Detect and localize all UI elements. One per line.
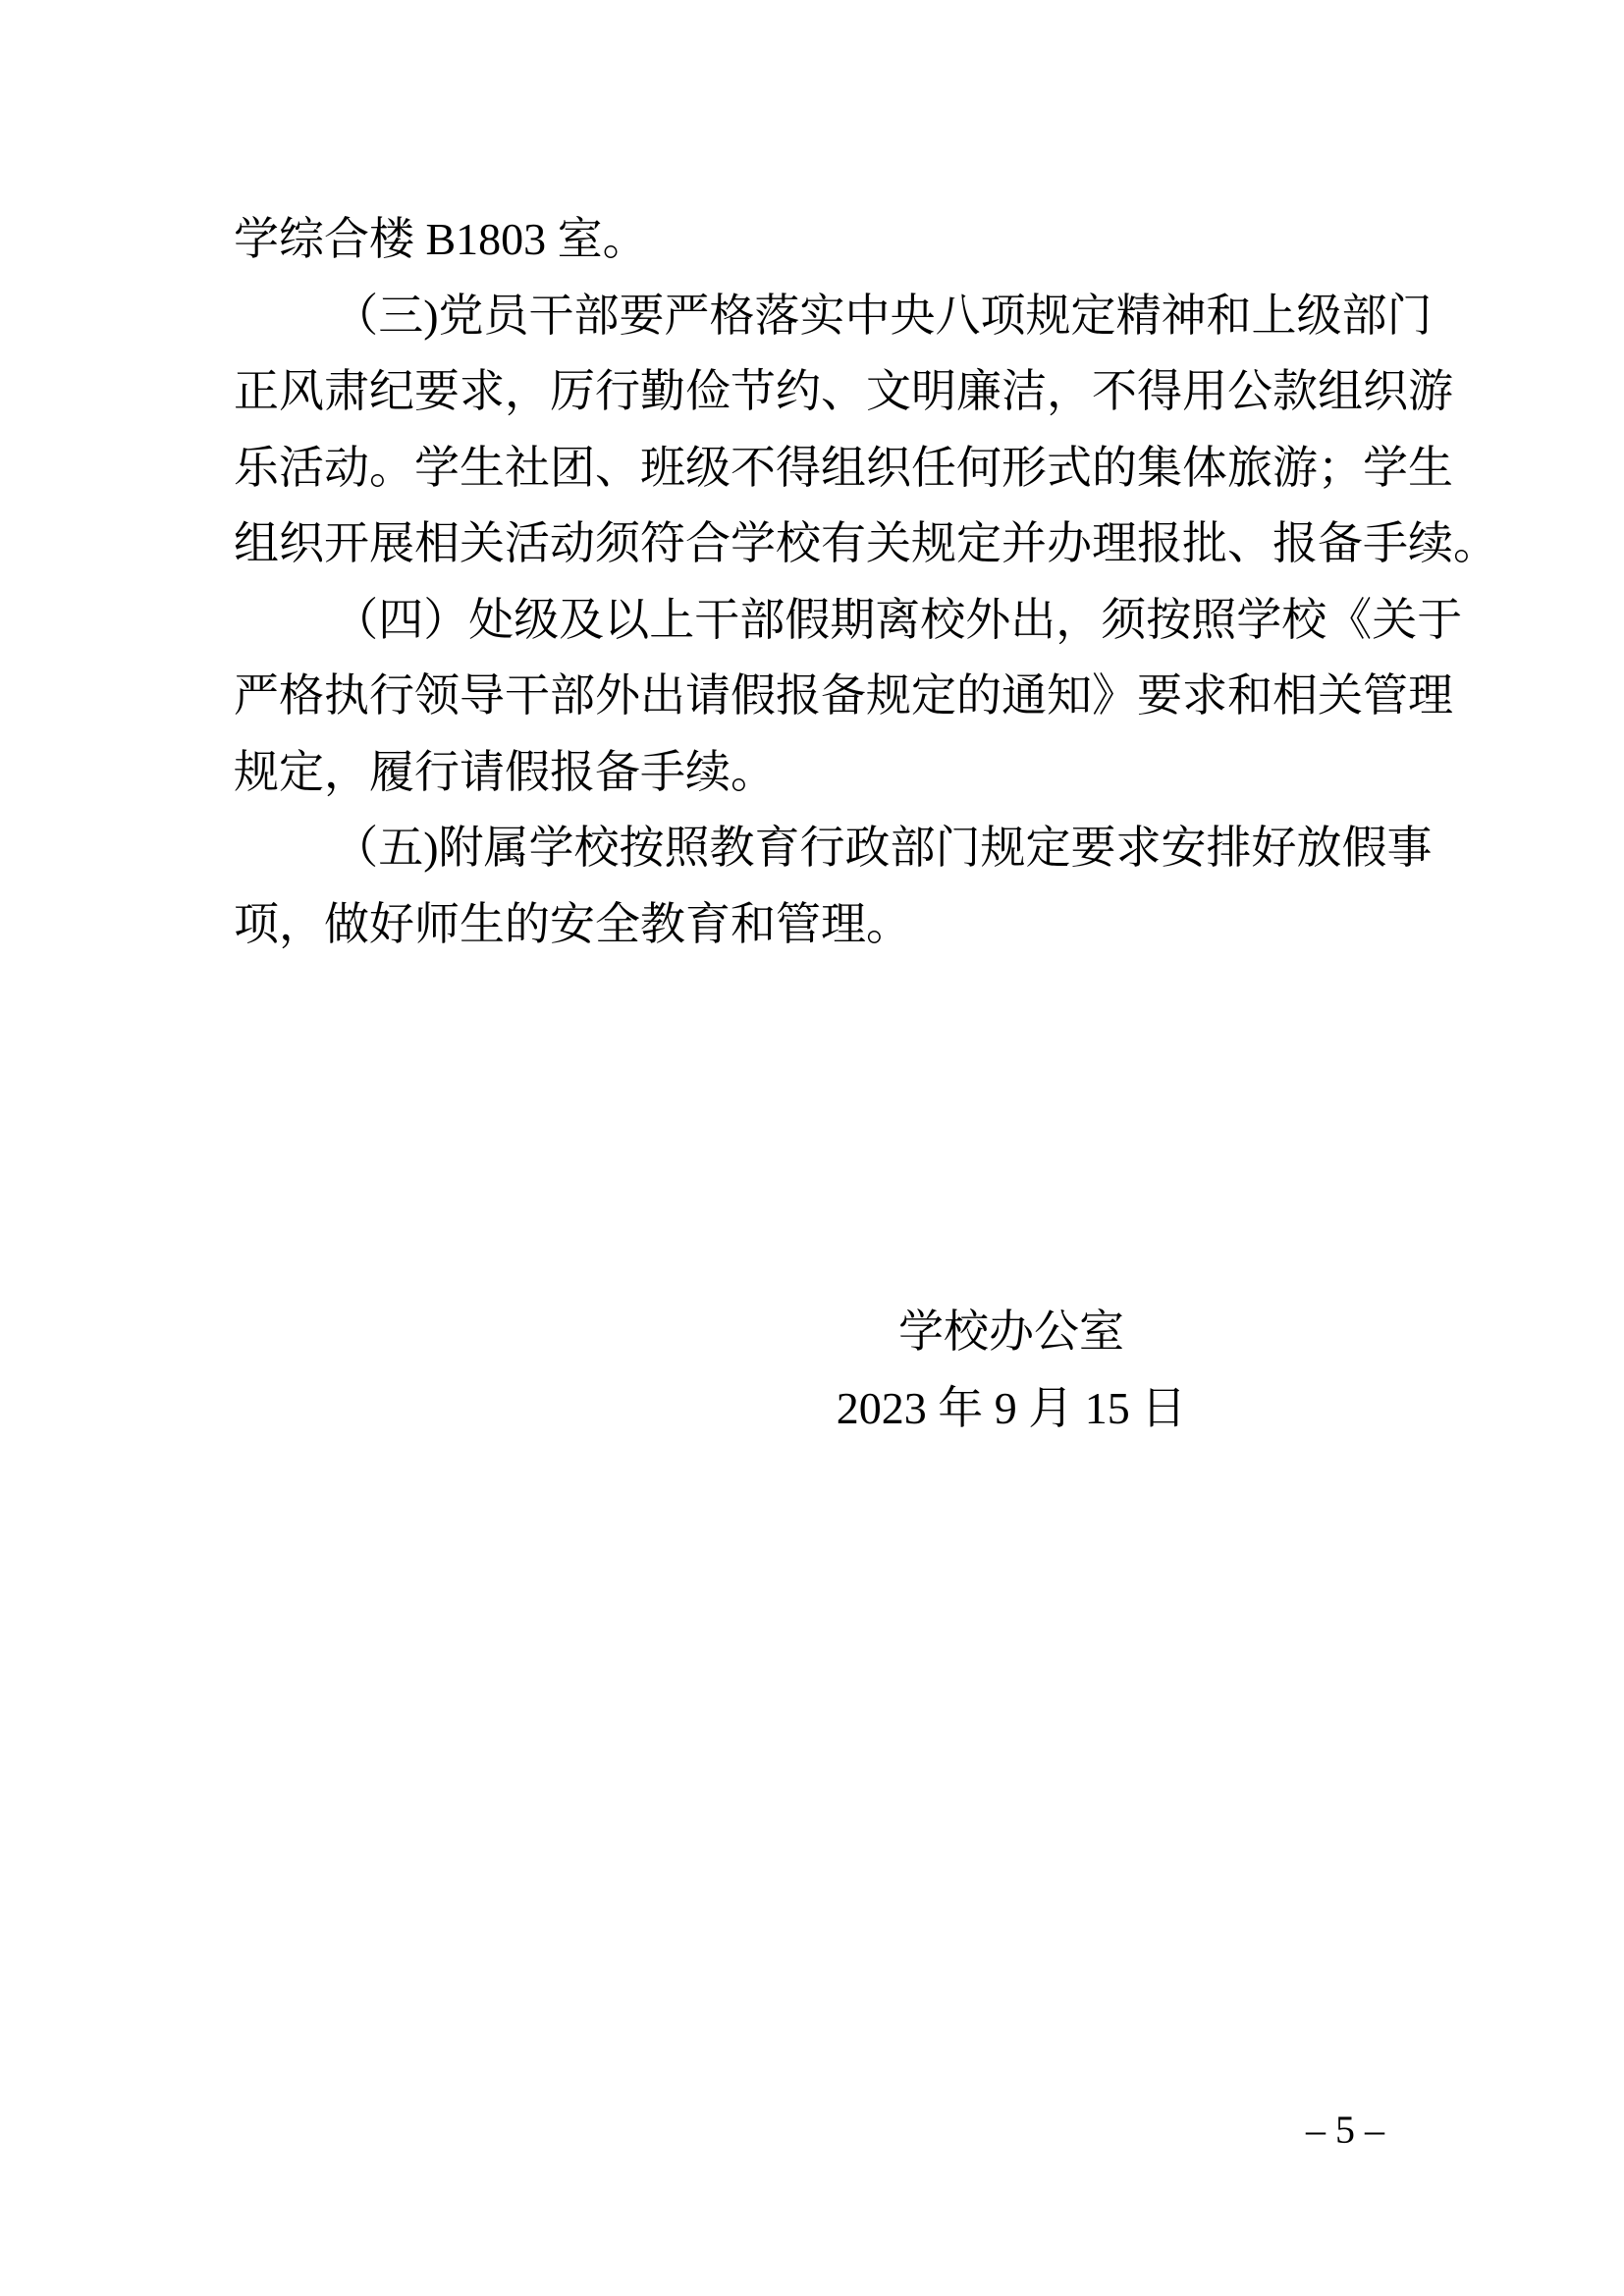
body-text-line: 规定，履行请假报备手续。 bbox=[234, 746, 776, 797]
body-text-line: 严格执行领导干部外出请假报备规定的通知》要求和相关管理 bbox=[234, 670, 1453, 721]
signature-block bbox=[687, 1294, 1335, 1446]
body-text-line: （五)附属学校按照教育行政部门规定要求安排好放假事 bbox=[333, 823, 1433, 873]
document-body bbox=[234, 201, 1498, 962]
body-text-line: 正风肃纪要求，厉行勤俭节约、文明廉洁，不得用公款组织游 bbox=[234, 366, 1453, 416]
signer-office: 学校办公室 bbox=[898, 1307, 1124, 1357]
body-text-line: 学综合楼 B1803 室。 bbox=[234, 214, 648, 264]
body-text-line: 乐活动。学生社团、班级不得组织任何形式的集体旅游；学生 bbox=[234, 442, 1453, 493]
body-text-line: （三)党员干部要严格落实中央八项规定精神和上级部门 bbox=[333, 290, 1433, 341]
page-number: – 5 – bbox=[1306, 2108, 1384, 2152]
signature-date: 2023 年 9 月 15 日 bbox=[836, 1382, 1187, 1433]
body-text-line: 项，做好师生的安全教育和管理。 bbox=[234, 898, 911, 949]
body-text-line: 组织开展相关活动须符合学校有关规定并办理报批、报备手续。 bbox=[234, 518, 1498, 568]
body-text-line: （四）处级及以上干部假期离校外出，须按照学校《关于 bbox=[333, 594, 1463, 645]
